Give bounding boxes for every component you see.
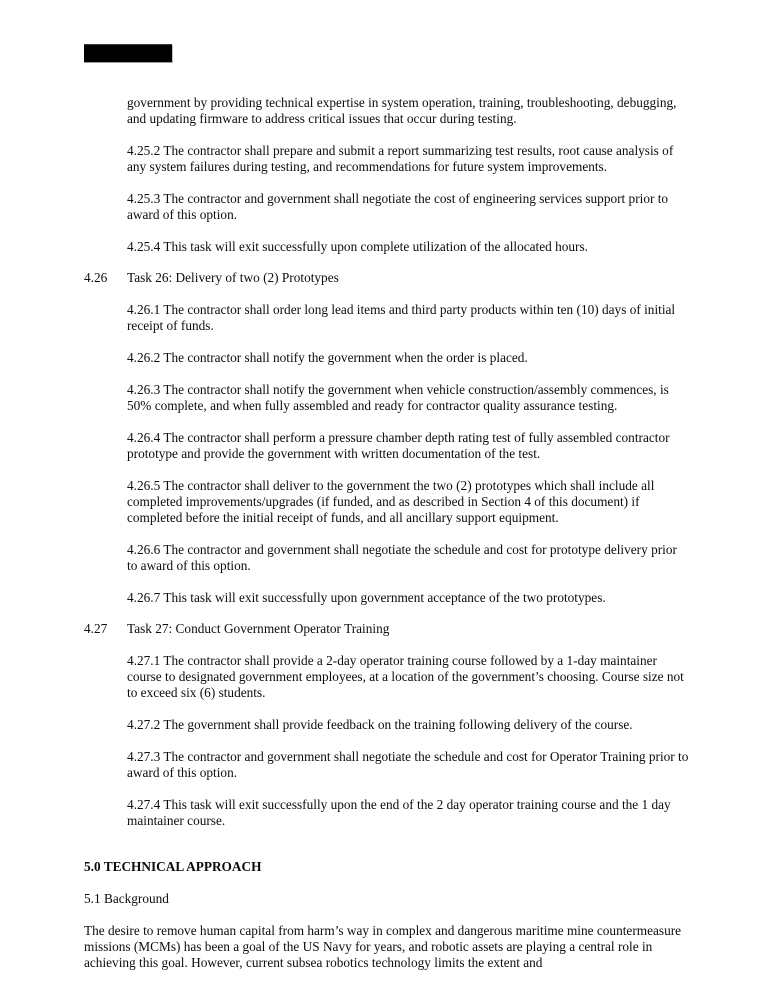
task-number: 4.26 <box>84 270 108 286</box>
paragraph: 4.26.2 The contractor shall notify the government when the order is placed. <box>127 350 528 366</box>
paragraph: 4.27.1 The contractor shall provide a 2-day operator training course followed by a 1-day maintainer course to designated government employees, at a location of the government’s choosing. Course size not to exceed six (6) students. <box>127 652 684 701</box>
body-paragraph: The desire to remove human capital from harm’s way in complex and dangerous maritime mine countermeasure missions (MCMs) has been a goal of the US Navy for years, and robotic assets are playing a central role in achieving this goal. However, current subsea robotics technology limits the extent and <box>84 922 682 970</box>
paragraph: 4.26.1 The contractor shall order long lead items and third party products within ten (10) days of initial receipt of funds. <box>127 302 676 334</box>
task-title: Task 26: Delivery of two (2) Prototypes <box>127 270 339 286</box>
section-heading: 5.0 TECHNICAL APPROACH <box>84 859 262 875</box>
paragraph: 4.26.6 The contractor and government shall negotiate the schedule and cost for prototype delivery prior to award of this option. <box>127 541 677 573</box>
paragraph: 4.26.5 The contractor shall deliver to the government the two (2) prototypes which shall include all completed improvements/upgrades (if funded, and as described in Section 4 of this document) if completed before the initial receipt of funds, and all ancillary support equipment. <box>127 477 655 525</box>
paragraph: 4.27.2 The government shall provide feedback on the training following delivery of the course. <box>127 717 633 733</box>
paragraph: 4.26.3 The contractor shall notify the government when vehicle construction/assembly commences, is 50% complete, and when fully assembled and ready for contractor quality assurance testing. <box>127 381 669 413</box>
task-heading <box>84 270 690 286</box>
paragraph: 4.25.2 The contractor shall prepare and submit a report summarizing test results, root cause analysis of any system failures during testing, and recommendations for future system improvements. <box>127 142 674 175</box>
task-title: Task 27: Conduct Government Operator Training <box>127 621 390 637</box>
document-content <box>84 95 690 987</box>
paragraph: 4.25.3 The contractor and government shall negotiate the cost of engineering services support prior to award of this option. <box>127 190 669 223</box>
subsection-heading: 5.1 Background <box>84 890 169 906</box>
redaction-bar <box>84 44 172 62</box>
paragraph: 4.25.4 This task will exit successfully upon complete utilization of the allocated hours. <box>127 238 588 254</box>
paragraph: 4.27.4 This task will exit successfully upon the end of the 2 day operator training course and the 1 day maintainer course. <box>127 796 671 828</box>
paragraph: 4.27.3 The contractor and government shall negotiate the schedule and cost for Operator Training prior to award of this option. <box>127 748 689 780</box>
paragraph: government by providing technical expertise in system operation, training, troubleshooting, debugging, and updating firmware to address critical issues that occur during testing. <box>127 95 677 127</box>
paragraph: 4.26.4 The contractor shall perform a pressure chamber depth rating test of fully assembled contractor prototype and provide the government with written documentation of the test. <box>127 429 670 461</box>
paragraph: 4.26.7 This task will exit successfully upon government acceptance of the two prototypes. <box>127 589 606 605</box>
task-number: 4.27 <box>84 621 108 637</box>
task-heading <box>84 621 690 637</box>
